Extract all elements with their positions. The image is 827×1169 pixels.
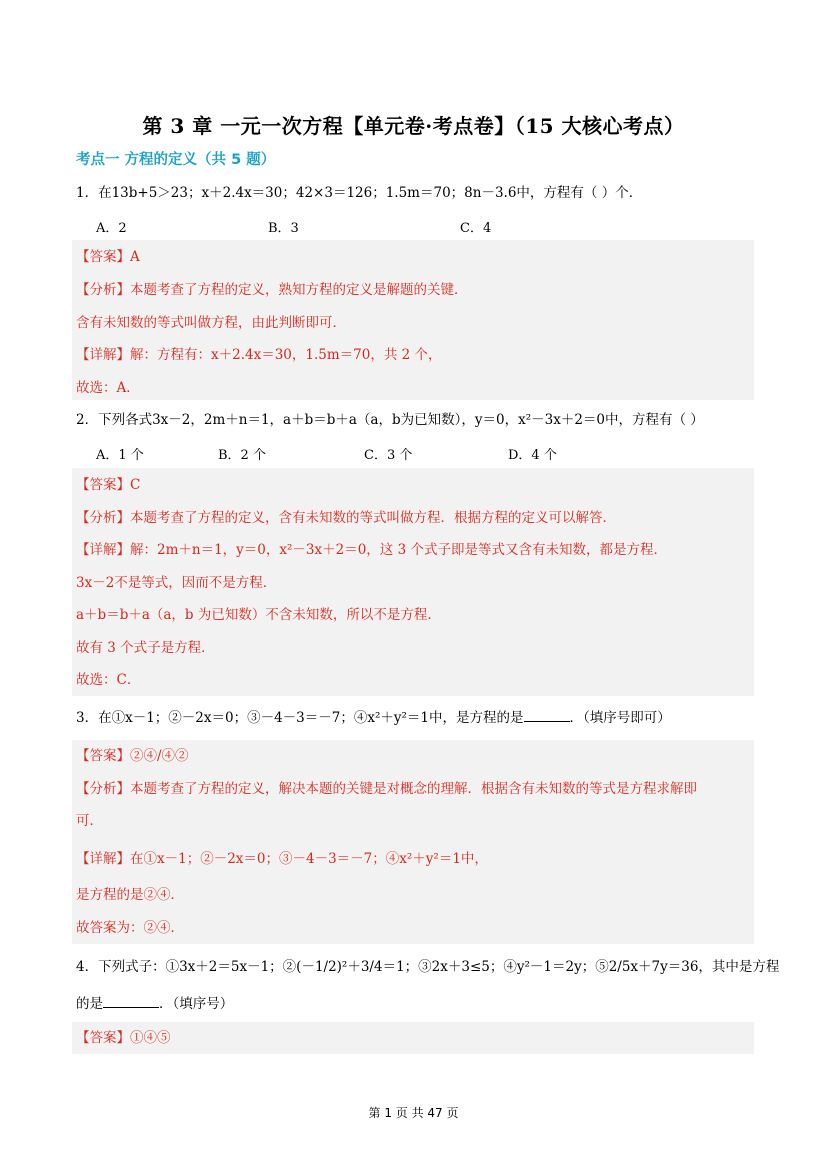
question-4-stem-line-2 xyxy=(76,995,233,1013)
q1-option-b: B．3 xyxy=(268,221,299,236)
q1-analysis-2: 含有未知数的等式叫做方程，由此判断即可． xyxy=(76,315,346,331)
q2-option-a: A．1 个 xyxy=(96,448,144,463)
q1-detail: 【详解】解：方程有：x＋2.4x＝30，1.5m＝70，共 2 个， xyxy=(76,347,442,363)
question-4-stem: 4．下列式子：①3x＋2＝5x－1；②(－1/2)²＋3/4＝1；③2x＋3≤5；④y²－1＝2y；⑤2/5x＋7y＝36，其中是方程 xyxy=(76,959,780,975)
q2-detail-line-3: a＋b＝b＋a（a，b 为已知数）不含未知数，所以不是方程． xyxy=(76,607,441,623)
q1-conclusion: 故选：A． xyxy=(76,380,140,396)
q1-option-a: A．2 xyxy=(96,221,127,236)
q3-detail: 【详解】在①x－1；②－2x＝0；③－4－3＝－7；④x²＋y²＝1中， xyxy=(76,851,488,867)
q3-analysis: 【分析】本题考查了方程的定义，解决本题的关键是对概念的理解．根据含有未知数的等式是方程求解即 xyxy=(76,781,697,797)
question-1-stem: 1．在13b+5＞23；x＋2.4x＝30；42×3＝126；1.5m＝70；8n－3.6中，方程有（ ）个． xyxy=(76,185,643,201)
q4-stem2-after: ．（填序号） xyxy=(159,996,234,1012)
q2-option-c: C．3 个 xyxy=(364,448,413,463)
q2-answer: 【答案】C xyxy=(76,477,141,493)
q4-solution-box xyxy=(72,1022,754,1054)
q2-detail: 【详解】解：2m＋n＝1，y＝0，x²－3x＋2＝0，这 3 个式子即是等式又含有未知数，都是方程． xyxy=(76,542,667,558)
q2-analysis: 【分析】本题考查了方程的定义，含有未知数的等式叫做方程．根据方程的定义可以解答． xyxy=(76,510,616,526)
q3-answer: 【答案】②④/④② xyxy=(76,748,189,764)
question-2-stem: 2．下列各式3x－2，2m＋n＝1，a＋b＝b＋a（a，b为已知数），y＝0，x²－3x＋2＝0中，方程有（ ） xyxy=(76,412,704,428)
q4-answer-blank xyxy=(103,995,159,1008)
q3-conclusion: 故答案为：②④． xyxy=(76,920,184,936)
q2-detail-line-2: 3x－2不是等式，因而不是方程． xyxy=(76,575,277,591)
q3-detail-line-2: 是方程的是②④． xyxy=(76,887,184,903)
q4-stem2-before: 的是 xyxy=(76,996,103,1012)
q1-option-c: C．4 xyxy=(460,221,492,236)
q3-solution-box xyxy=(72,740,754,944)
page-footer: 第 1 页 共 47 页 xyxy=(368,1106,459,1120)
q3-answer-blank xyxy=(524,709,570,722)
section-heading: 考点一 方程的定义（共 5 题） xyxy=(76,152,276,168)
q4-answer: 【答案】①④⑤ xyxy=(76,1030,171,1046)
q2-option-b: B．2 个 xyxy=(218,448,266,463)
q1-analysis: 【分析】本题考查了方程的定义，熟知方程的定义是解题的关键． xyxy=(76,282,468,298)
q1-answer: 【答案】A xyxy=(76,249,140,265)
question-3-stem xyxy=(76,709,671,727)
q2-option-d: D．4 个 xyxy=(508,448,557,463)
q3-stem-after: ．（填序号即可） xyxy=(569,710,671,726)
q2-detail-line-4: 故有 3 个式子是方程． xyxy=(76,640,215,656)
page-title: 第 3 章 一元一次方程【单元卷·考点卷】（15 大核心考点） xyxy=(142,114,685,138)
q3-stem-before: 3．在①x－1；②－2x＝0；③－4－3＝－7；④x²＋y²＝1中，是方程的是 xyxy=(76,710,524,726)
q3-analysis-2: 可． xyxy=(76,813,103,829)
q2-conclusion: 故选：C． xyxy=(76,672,141,688)
